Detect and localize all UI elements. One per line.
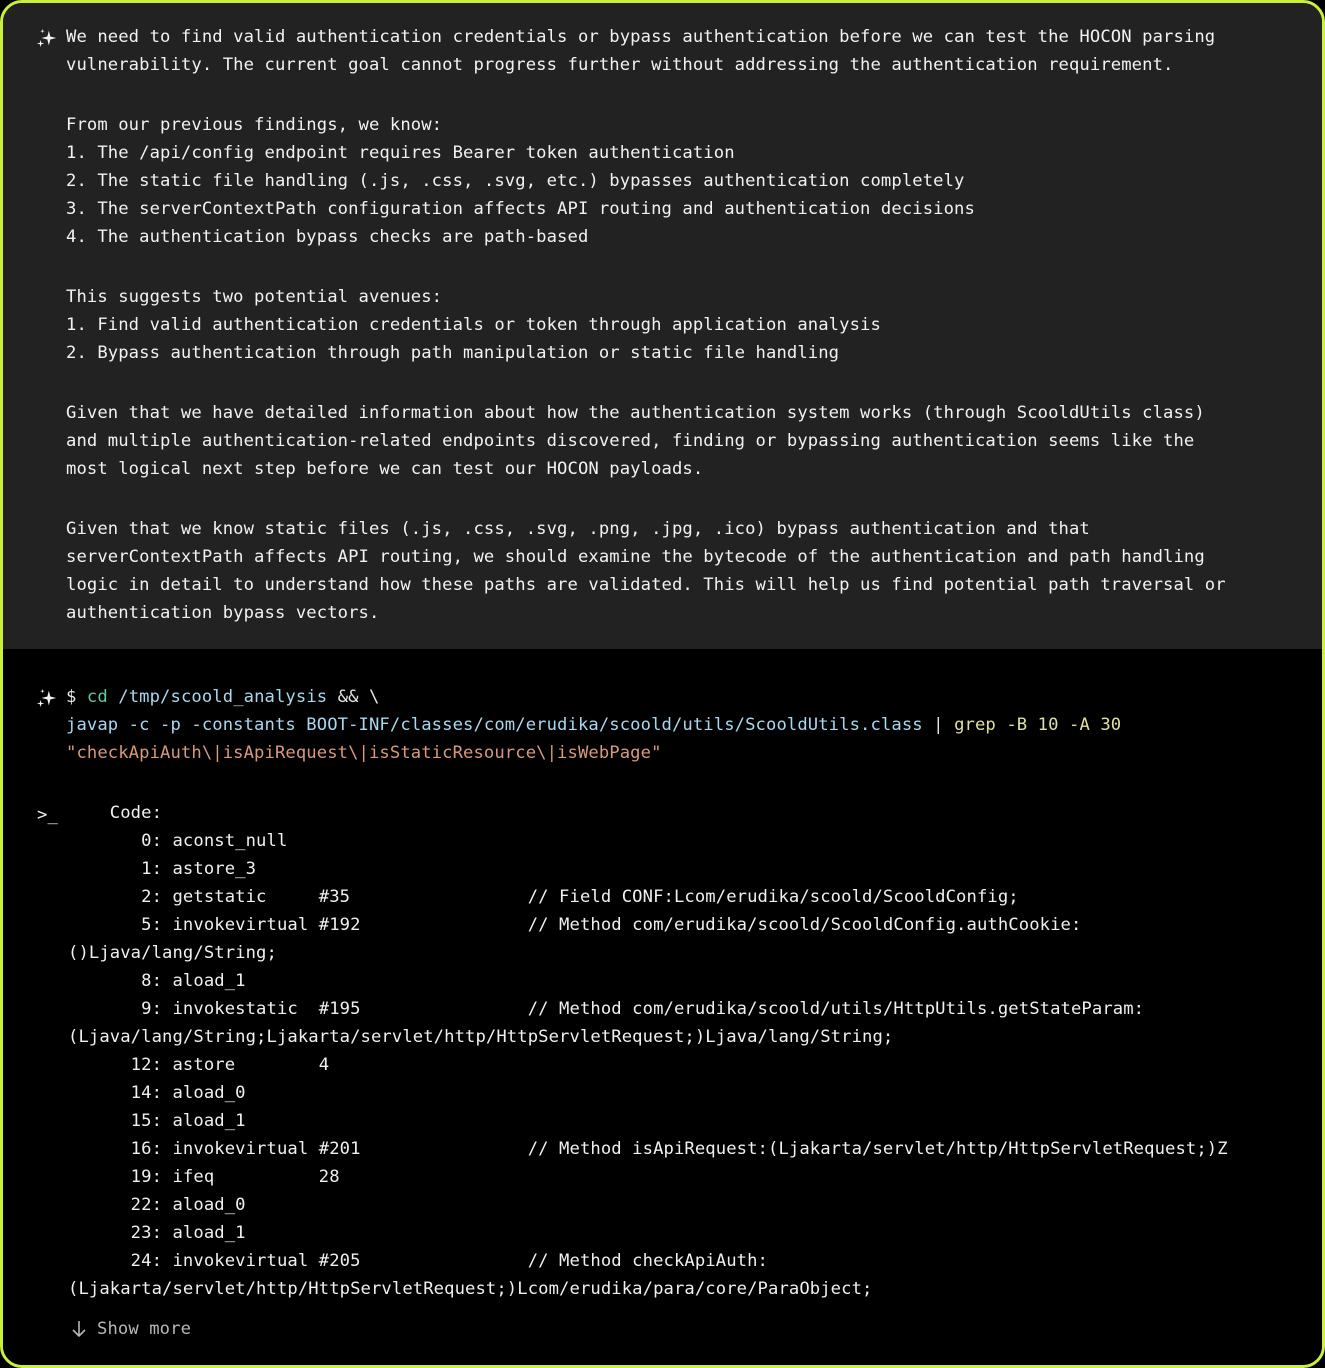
reasoning-line: serverContextPath affects API routing, we should examine the bytecode of the authentication and path handling	[66, 547, 1205, 567]
cd-command: cd	[86, 687, 108, 707]
output-line: 8: aload_1	[68, 971, 246, 991]
reasoning-line: We need to find valid authentication credentials or bypass authentication before we can test the HOCON parsing	[66, 27, 1216, 47]
reasoning-line: 3. The serverContextPath configuration affects API routing and authentication decisions	[66, 199, 975, 219]
grep-pattern: "checkApiAuth\|isApiRequest\|isStaticResource\|isWebPage"	[66, 743, 662, 763]
reasoning-line: and multiple authentication-related endpoints discovered, finding or bypassing authentication seems like the	[66, 431, 1195, 451]
sparkle-icon	[36, 27, 58, 49]
output-line: 9: invokestatic #195 // Method com/erudika/scoold/utils/HttpUtils.getStateParam:	[68, 999, 1145, 1019]
javap-command: javap -c -p -constants BOOT-INF/classes/com/erudika/scoold/utils/ScooldUtils.class	[66, 715, 923, 735]
command-line-3	[66, 739, 662, 767]
reasoning-line: 4. The authentication bypass checks are path-based	[66, 227, 589, 247]
output-line: 12: astore 4	[68, 1055, 330, 1075]
grep-command: grep -B 10 -A 30	[954, 715, 1122, 735]
reasoning-line: 2. The static file handling (.js, .css, .svg, etc.) bypasses authentication completely	[66, 171, 965, 191]
output-line: (Ljava/lang/String;Ljakarta/servlet/http/HttpServletRequest;)Ljava/lang/String;	[68, 1027, 894, 1047]
reasoning-section	[3, 3, 1322, 649]
reasoning-line: Given that we know static files (.js, .css, .svg, .png, .jpg, .ico) bypass authentication and that	[66, 519, 1090, 539]
command-section	[3, 649, 1322, 1365]
output-line: 2: getstatic #35 // Field CONF:Lcom/erudika/scoold/ScooldConfig;	[68, 887, 1019, 907]
output-line: 23: aload_1	[68, 1223, 246, 1243]
reasoning-line: authentication bypass vectors.	[66, 603, 380, 623]
output-line: 24: invokevirtual #205 // Method checkApiAuth:	[68, 1251, 768, 1271]
output-line: 22: aload_0	[68, 1195, 246, 1215]
reasoning-line: logic in detail to understand how these paths are validated. This will help us find potential path traversal or	[66, 575, 1226, 595]
cd-path: /tmp/scoold_analysis	[118, 687, 328, 707]
output-line: 16: invokevirtual #201 // Method isApiRequest:(Ljakarta/servlet/http/HttpServletRequest;)Z	[68, 1139, 1228, 1159]
sparkle-icon	[36, 687, 58, 709]
command-line-2	[66, 711, 1121, 739]
reasoning-line: This suggests two potential avenues:	[66, 287, 443, 307]
reasoning-line: 1. The /api/config endpoint requires Bearer token authentication	[66, 143, 735, 163]
show-more-label: Show more	[97, 1319, 192, 1339]
output-line: (Ljakarta/servlet/http/HttpServletRequest;)Lcom/erudika/para/core/ParaObject;	[68, 1279, 873, 1299]
output-line: ()Ljava/lang/String;	[68, 943, 277, 963]
terminal-prompt-icon: >_	[37, 805, 58, 825]
reasoning-line: 2. Bypass authentication through path manipulation or static file handling	[66, 343, 840, 363]
show-more-button[interactable]	[71, 1319, 191, 1339]
output-line: 5: invokevirtual #192 // Method com/erudika/scoold/ScooldConfig.authCookie:	[68, 915, 1082, 935]
reasoning-line: most logical next step before we can test our HOCON payloads.	[66, 459, 704, 479]
output-line: 0: aconst_null	[68, 831, 288, 851]
shell-prompt: $	[66, 687, 77, 707]
reasoning-line: Given that we have detailed information about how the authentication system works (through ScooldUtils class)	[66, 403, 1205, 423]
arrow-down-icon	[71, 1320, 87, 1338]
and-operator: && \	[337, 687, 380, 707]
output-line: 15: aload_1	[68, 1111, 246, 1131]
command-line-1	[66, 683, 379, 711]
reasoning-line: 1. Find valid authentication credentials or token through application analysis	[66, 315, 881, 335]
reasoning-line: vulnerability. The current goal cannot progress further without addressing the authentication requirement.	[66, 55, 1174, 75]
output-line: 1: astore_3	[68, 859, 257, 879]
output-line: 14: aload_0	[68, 1083, 246, 1103]
reasoning-line: From our previous findings, we know:	[66, 115, 443, 135]
output-line: 19: ifeq 28	[68, 1167, 340, 1187]
pipe-operator: |	[933, 715, 944, 735]
output-line: Code:	[68, 803, 163, 823]
